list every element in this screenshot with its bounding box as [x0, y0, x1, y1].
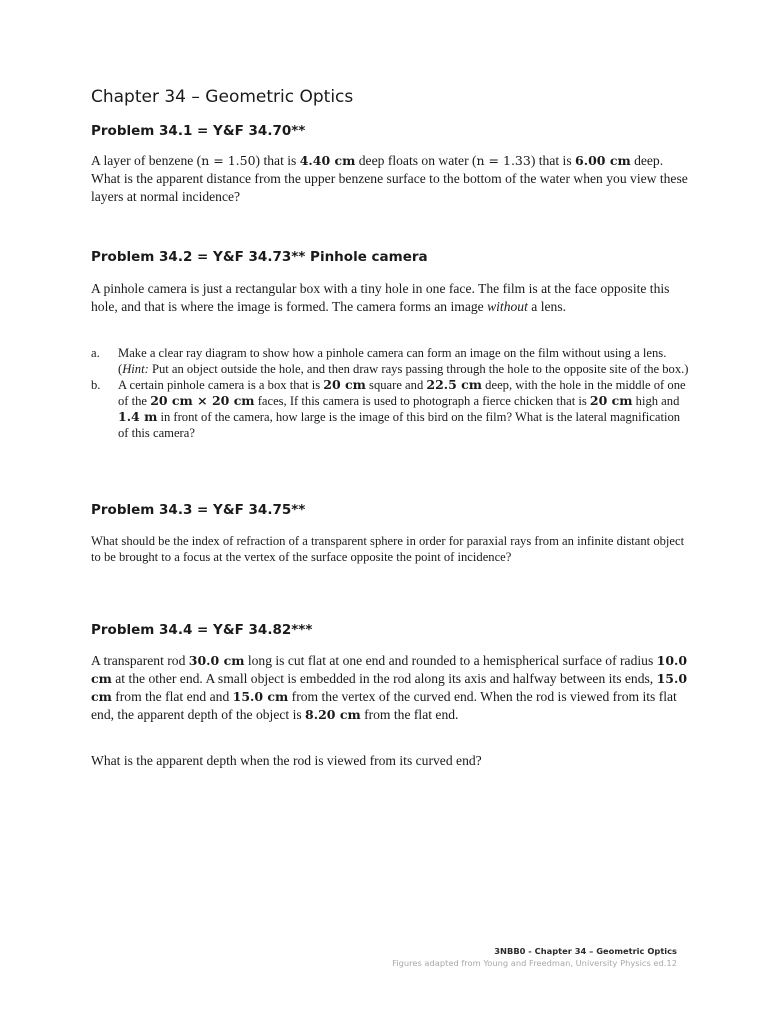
problem-34-1-heading: Problem 34.1 = Y&F 34.70**	[91, 123, 306, 139]
problem-34-1-text: A layer of benzene (n = 1.50) that is 4.40 cm deep floats on water (n = 1.33) that is 6.00 cm deep. What is the apparent distance from the upper benzene surface to the bottom of the water when you view these layers at normal incidence?	[91, 153, 688, 204]
problem-34-3-text: What should be the index of refraction of a transparent sphere in order for paraxial rays from an infinite distant object to be brought to a focus at the vertex of the surface opposite the point of incidence?	[91, 534, 685, 564]
list-item: a. Make a clear ray diagram to show how a pinhole camera can form an image on the film without using a lens. (Hint: Put an object outside the hole, and then draw rays passing through the hole to the opposite site of the box.)	[91, 346, 689, 376]
footer-course: 3NBB0 - Chapter 34 – Geometric Optics	[494, 946, 677, 956]
problem-34-4-question: What is the apparent depth when the rod is viewed from its curved end?	[91, 753, 482, 768]
chapter-title: Chapter 34 – Geometric Optics	[91, 87, 354, 107]
problem-34-3-heading: Problem 34.3 = Y&F 34.75**	[91, 502, 306, 518]
problem-34-4-text: A transparent rod 30.0 cm long is cut flat at one end and rounded to a hemispherical surface of radius 10.0 cm at the other end. A small object is embedded in the rod along its axis and halfway between its ends, 15.0 cm from the flat end and 15.0 cm from the vertex of the curved end. When the rod is viewed from its flat end, the apparent depth of the object is 8.20 cm from the flat end.	[91, 653, 688, 722]
list-item: b. A certain pinhole camera is a box that is 20 cm square and 22.5 cm deep, with the hole in the middle of one of the 20 cm × 20 cm faces, If this camera is used to photograph a fierce chicken that is 20 cm high and 1.4 m in front of the camera, how large is the image of this bird on the film? What is the lateral magnification of this camera?	[91, 377, 686, 440]
footer-credit: Figures adapted from Young and Freedman, University Physics ed.12	[392, 958, 677, 968]
problem-34-2-subquestions	[91, 345, 691, 441]
problem-34-2-heading: Problem 34.2 = Y&F 34.73** Pinhole camera	[91, 249, 428, 265]
problem-34-2-text: A pinhole camera is just a rectangular box with a tiny hole in one face. The film is at the face opposite this hole, and that is where the image is formed. The camera forms an image without a lens.	[91, 281, 670, 314]
problem-34-4-heading: Problem 34.4 = Y&F 34.82***	[91, 622, 313, 638]
